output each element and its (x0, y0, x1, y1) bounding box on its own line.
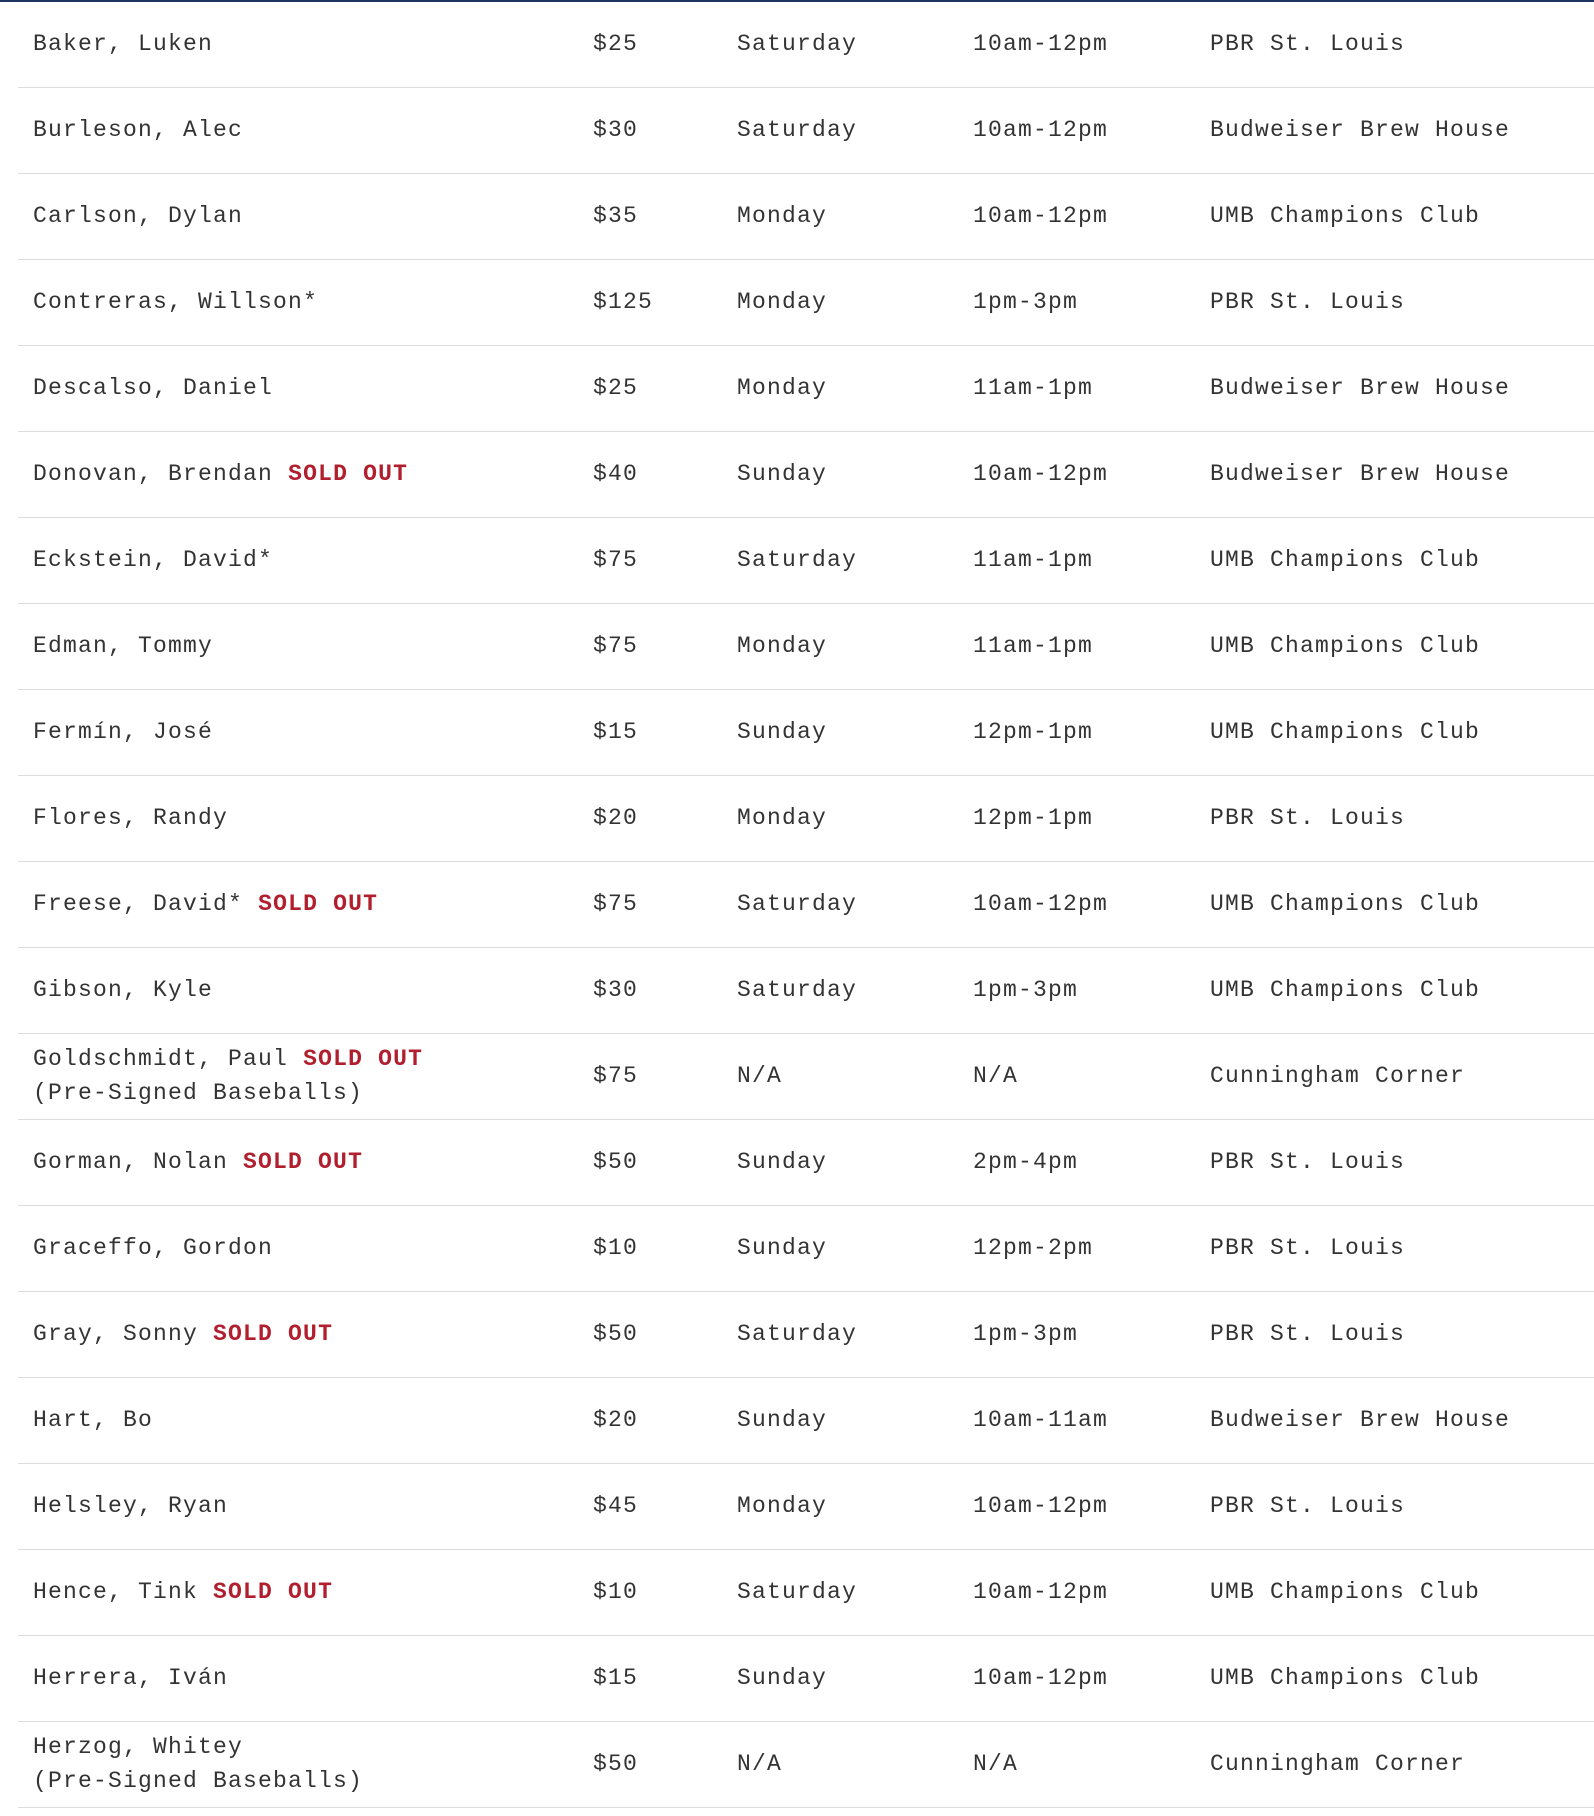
player-cell (18, 259, 578, 345)
day-cell: Sunday (722, 1205, 958, 1291)
autograph-schedule-table (18, 1, 1594, 1808)
location-cell: UMB Champions Club (1195, 1635, 1594, 1721)
time-cell: 10am-12pm (958, 1, 1195, 87)
time-cell: 12pm-1pm (958, 689, 1195, 775)
time-cell: 10am-12pm (958, 431, 1195, 517)
player-name: Herrera, Iván (33, 1665, 229, 1691)
price-cell: $10 (578, 1205, 722, 1291)
table-row (18, 1205, 1594, 1291)
player-cell (18, 1635, 578, 1721)
table-row (18, 87, 1594, 173)
price-cell: $15 (578, 689, 722, 775)
player-name: Fermín, José (33, 719, 214, 745)
day-cell: Saturday (722, 517, 958, 603)
day-cell: Sunday (722, 1635, 958, 1721)
location-cell: UMB Champions Club (1195, 861, 1594, 947)
price-cell: $10 (578, 1549, 722, 1635)
player-cell (18, 1033, 578, 1119)
day-cell: Monday (722, 603, 958, 689)
day-cell: Sunday (722, 1119, 958, 1205)
table-row (18, 1549, 1594, 1635)
player-name: Descalso, Daniel (33, 375, 274, 401)
day-cell: Monday (722, 345, 958, 431)
player-cell (18, 1119, 578, 1205)
table-row (18, 259, 1594, 345)
table-row (18, 1291, 1594, 1377)
table-row (18, 689, 1594, 775)
table-body (18, 1, 1594, 1807)
player-cell (18, 1377, 578, 1463)
player-note: (Pre-Signed Baseballs) (33, 1080, 364, 1106)
day-cell: Saturday (722, 87, 958, 173)
time-cell: 10am-12pm (958, 1635, 1195, 1721)
sold-out-badge: SOLD OUT (288, 461, 409, 487)
player-cell (18, 1463, 578, 1549)
location-cell: UMB Champions Club (1195, 1549, 1594, 1635)
location-cell: Cunningham Corner (1195, 1033, 1594, 1119)
table-row (18, 173, 1594, 259)
player-name: Edman, Tommy (33, 633, 214, 659)
player-name: Gorman, Nolan (33, 1149, 229, 1175)
player-name: Herzog, Whitey (33, 1734, 244, 1760)
table-row (18, 603, 1594, 689)
location-cell: PBR St. Louis (1195, 1463, 1594, 1549)
player-cell (18, 947, 578, 1033)
table-row (18, 1463, 1594, 1549)
location-cell: Budweiser Brew House (1195, 345, 1594, 431)
table-row (18, 517, 1594, 603)
day-cell: Saturday (722, 947, 958, 1033)
day-cell: Monday (722, 1463, 958, 1549)
table-row (18, 1, 1594, 87)
table-row (18, 775, 1594, 861)
day-cell: Sunday (722, 431, 958, 517)
day-cell: N/A (722, 1721, 958, 1807)
location-cell: PBR St. Louis (1195, 1, 1594, 87)
price-cell: $15 (578, 1635, 722, 1721)
time-cell: 11am-1pm (958, 517, 1195, 603)
player-name: Donovan, Brendan (33, 461, 274, 487)
location-cell: Budweiser Brew House (1195, 87, 1594, 173)
price-cell: $30 (578, 87, 722, 173)
price-cell: $35 (578, 173, 722, 259)
player-name: Flores, Randy (33, 805, 229, 831)
player-cell (18, 1721, 578, 1807)
price-cell: $75 (578, 603, 722, 689)
player-name: Helsley, Ryan (33, 1493, 229, 1519)
player-name: Hence, Tink (33, 1579, 199, 1605)
location-cell: PBR St. Louis (1195, 775, 1594, 861)
player-name: Carlson, Dylan (33, 203, 244, 229)
player-name: Gibson, Kyle (33, 977, 214, 1003)
table-row (18, 1377, 1594, 1463)
time-cell: N/A (958, 1033, 1195, 1119)
location-cell: Budweiser Brew House (1195, 1377, 1594, 1463)
player-cell (18, 87, 578, 173)
time-cell: 1pm-3pm (958, 947, 1195, 1033)
sold-out-badge: SOLD OUT (213, 1321, 334, 1347)
player-cell (18, 173, 578, 259)
location-cell: UMB Champions Club (1195, 517, 1594, 603)
time-cell: 10am-12pm (958, 861, 1195, 947)
price-cell: $25 (578, 1, 722, 87)
player-name: Hart, Bo (33, 1407, 154, 1433)
time-cell: 10am-11am (958, 1377, 1195, 1463)
day-cell: N/A (722, 1033, 958, 1119)
player-cell (18, 1, 578, 87)
player-name: Graceffo, Gordon (33, 1235, 274, 1261)
table-row (18, 861, 1594, 947)
time-cell: 12pm-2pm (958, 1205, 1195, 1291)
location-cell: Cunningham Corner (1195, 1721, 1594, 1807)
location-cell: UMB Champions Club (1195, 689, 1594, 775)
price-cell: $50 (578, 1291, 722, 1377)
day-cell: Sunday (722, 689, 958, 775)
day-cell: Monday (722, 173, 958, 259)
day-cell: Monday (722, 775, 958, 861)
price-cell: $75 (578, 1033, 722, 1119)
time-cell: N/A (958, 1721, 1195, 1807)
price-cell: $25 (578, 345, 722, 431)
location-cell: UMB Champions Club (1195, 947, 1594, 1033)
price-cell: $75 (578, 861, 722, 947)
price-cell: $125 (578, 259, 722, 345)
price-cell: $45 (578, 1463, 722, 1549)
sold-out-badge: SOLD OUT (258, 891, 379, 917)
location-cell: PBR St. Louis (1195, 1205, 1594, 1291)
day-cell: Sunday (722, 1377, 958, 1463)
player-cell (18, 603, 578, 689)
sold-out-badge: SOLD OUT (243, 1149, 364, 1175)
location-cell: UMB Champions Club (1195, 603, 1594, 689)
price-cell: $50 (578, 1721, 722, 1807)
player-name: Burleson, Alec (33, 117, 244, 143)
time-cell: 1pm-3pm (958, 259, 1195, 345)
price-cell: $75 (578, 517, 722, 603)
player-cell (18, 861, 578, 947)
table-row (18, 1033, 1594, 1119)
time-cell: 11am-1pm (958, 603, 1195, 689)
time-cell: 10am-12pm (958, 87, 1195, 173)
player-name: Baker, Luken (33, 30, 214, 57)
player-cell (18, 345, 578, 431)
table-row (18, 1635, 1594, 1721)
player-name: Goldschmidt, Paul (33, 1046, 289, 1072)
table-row (18, 1721, 1594, 1807)
player-name: Freese, David* (33, 891, 244, 917)
day-cell: Saturday (722, 1549, 958, 1635)
location-cell: Budweiser Brew House (1195, 431, 1594, 517)
time-cell: 10am-12pm (958, 1549, 1195, 1635)
player-cell (18, 1205, 578, 1291)
table-row (18, 431, 1594, 517)
price-cell: $30 (578, 947, 722, 1033)
price-cell: $20 (578, 1377, 722, 1463)
time-cell: 11am-1pm (958, 345, 1195, 431)
day-cell: Saturday (722, 1, 958, 87)
player-name: Gray, Sonny (33, 1321, 199, 1347)
table-row (18, 947, 1594, 1033)
player-cell (18, 1291, 578, 1377)
time-cell: 2pm-4pm (958, 1119, 1195, 1205)
day-cell: Saturday (722, 861, 958, 947)
location-cell: PBR St. Louis (1195, 1119, 1594, 1205)
table-row (18, 345, 1594, 431)
time-cell: 10am-12pm (958, 173, 1195, 259)
sold-out-badge: SOLD OUT (303, 1046, 424, 1072)
player-cell (18, 689, 578, 775)
player-cell (18, 775, 578, 861)
price-cell: $50 (578, 1119, 722, 1205)
sold-out-badge: SOLD OUT (213, 1579, 334, 1605)
player-cell (18, 431, 578, 517)
day-cell: Monday (722, 259, 958, 345)
price-cell: $20 (578, 775, 722, 861)
time-cell: 12pm-1pm (958, 775, 1195, 861)
location-cell: PBR St. Louis (1195, 259, 1594, 345)
location-cell: PBR St. Louis (1195, 1291, 1594, 1377)
day-cell: Saturday (722, 1291, 958, 1377)
player-cell (18, 1549, 578, 1635)
player-name: Contreras, Willson* (33, 289, 319, 315)
price-cell: $40 (578, 431, 722, 517)
time-cell: 1pm-3pm (958, 1291, 1195, 1377)
time-cell: 10am-12pm (958, 1463, 1195, 1549)
location-cell: UMB Champions Club (1195, 173, 1594, 259)
player-name: Eckstein, David* (33, 547, 274, 573)
player-cell (18, 517, 578, 603)
player-note: (Pre-Signed Baseballs) (33, 1768, 364, 1794)
table-row (18, 1119, 1594, 1205)
